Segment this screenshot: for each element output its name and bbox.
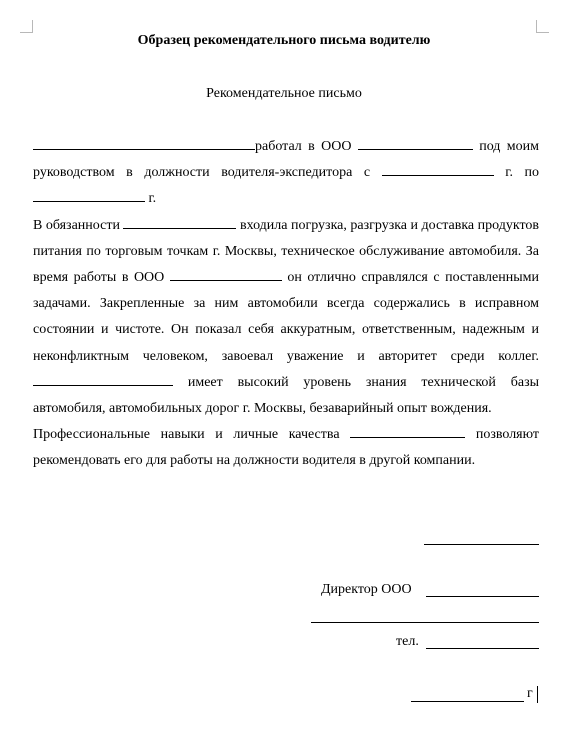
crop-mark-top-left [20, 20, 33, 33]
paragraph-recommendation [33, 422, 539, 474]
blank-employee-name[interactable] [33, 137, 255, 150]
text-recommend: позволяют рекомендовать его для работы на должности водителя в другой компании. [33, 427, 540, 469]
text-year-suffix: г. [148, 191, 157, 207]
blank-employee-name-4[interactable] [350, 425, 465, 438]
letter-heading: Рекомендательное письмо [206, 86, 362, 101]
text-skills: имеет высокий уровень знания технической базы автомобиля, автомобильных дорог г. Москвы, безаварийный опыт вождения. [33, 374, 540, 417]
document-title: Образец рекомендательного письма водителю [137, 33, 431, 48]
phone-blank[interactable] [426, 648, 539, 649]
text-cursor [537, 686, 538, 703]
director-company-blank[interactable] [426, 596, 539, 597]
signature-line-top[interactable] [424, 544, 539, 545]
blank-employee-name-3[interactable] [33, 373, 173, 386]
paragraph-employment [33, 134, 539, 213]
blank-company-name[interactable] [358, 137, 473, 150]
letter-body [33, 134, 539, 475]
phone-label: тел. [396, 634, 419, 649]
text-date-to: г. по [505, 165, 540, 181]
date-blank[interactable] [411, 701, 524, 702]
blank-start-date[interactable] [382, 163, 494, 176]
text-position: под моим руководством в должности водителя-экспедитора с [33, 139, 539, 181]
blank-company-name-2[interactable] [170, 268, 282, 281]
text-worked-at: работал в ООО [255, 139, 352, 154]
director-label: Директор ООО [321, 582, 412, 597]
text-performance: он отлично справлялся с поставленными задачами. Закрепленные за ним автомобили всегда содержались в исправном состоянии и чистоте. Он показал себя аккуратным, ответственным, надежным и неконфликтным человеком, завоевал уважение и авторитет среди коллег. [33, 270, 540, 364]
blank-employee-name-2[interactable] [123, 216, 236, 229]
text-duties-description: входила погрузка, разгрузка и доставка продуктов питания по торговым точкам г. Москвы, техническое обслуживание автомобиля. За время работы в ООО [33, 217, 540, 286]
blank-end-date[interactable] [33, 189, 145, 202]
text-qualities: Профессиональные навыки и личные качества [33, 427, 340, 443]
paragraph-duties [33, 213, 539, 423]
crop-mark-top-right [536, 20, 549, 33]
director-name-line[interactable] [311, 622, 539, 623]
text-duties-start: В обязанности [33, 217, 120, 233]
date-year-suffix: г [527, 686, 533, 701]
